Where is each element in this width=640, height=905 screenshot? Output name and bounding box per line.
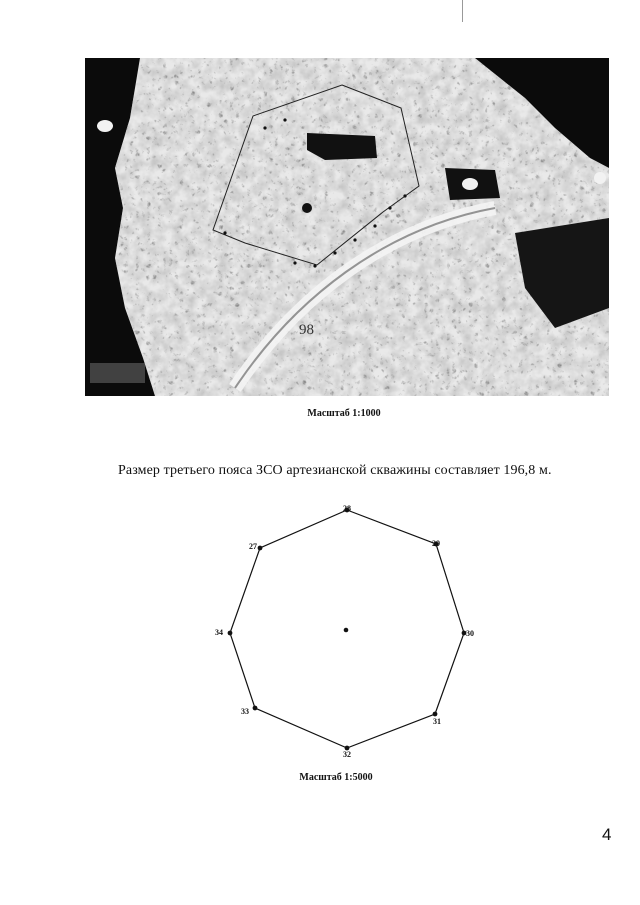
vertex-34 bbox=[228, 631, 233, 636]
vertex-label-29: 29 bbox=[432, 539, 440, 548]
vertex-label-28: 28 bbox=[343, 504, 351, 513]
scan-mark bbox=[462, 0, 463, 22]
aerial-photo bbox=[85, 58, 609, 396]
well-center-point bbox=[344, 628, 349, 633]
zone-size-sentence: Размер третьего пояса ЗСО артезианской скважины составляет 196,8 м. bbox=[118, 463, 552, 478]
vertex-33 bbox=[253, 706, 258, 711]
diagram-scale-caption: Масштаб 1:5000 bbox=[299, 772, 373, 783]
vertex-label-30: 30 bbox=[466, 629, 474, 638]
photo-scale-caption: Масштаб 1:1000 bbox=[307, 408, 381, 419]
vertex-label-27: 27 bbox=[249, 542, 257, 551]
vertex-label-31: 31 bbox=[433, 717, 441, 726]
vertex-27 bbox=[258, 546, 263, 551]
page-number: 4 bbox=[602, 825, 612, 844]
vertex-label-32: 32 bbox=[343, 750, 351, 759]
vertex-31 bbox=[433, 712, 438, 717]
aerial-photo-image bbox=[85, 58, 609, 396]
vertex-label-34: 34 bbox=[215, 628, 223, 637]
area-number-label: 98 bbox=[299, 322, 314, 338]
vertex-label-33: 33 bbox=[241, 707, 249, 716]
zone-octagon-diagram bbox=[200, 490, 500, 770]
